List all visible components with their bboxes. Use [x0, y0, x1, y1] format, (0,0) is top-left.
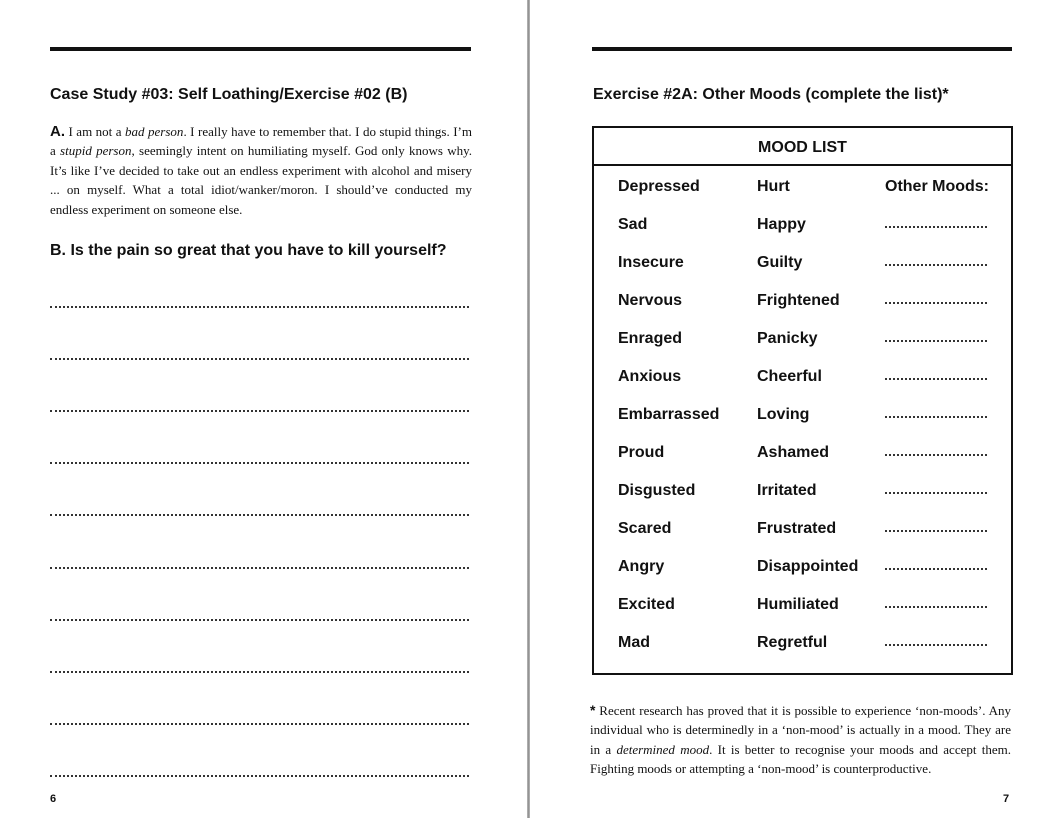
answer-line[interactable]: [50, 462, 469, 464]
mood-row: [594, 482, 1011, 504]
case-text-emphasis: stupid person: [60, 143, 132, 159]
other-mood-blank[interactable]: [885, 644, 987, 646]
footnote-emphasis: determined mood: [616, 741, 710, 757]
mood-item: Regretful: [757, 634, 828, 651]
case-study-text: [50, 122, 472, 219]
mood-item: Embarrassed: [618, 406, 720, 423]
footnote-part: Recent research has proved that it is possible to experience ‘non-moods’. Any individual who is determinedly in a ‘non-mood’ is actually in a mood. They are in a: [590, 703, 1011, 757]
other-mood-blank[interactable]: [885, 378, 987, 380]
mood-list-title: MOOD LIST: [594, 128, 1011, 166]
case-text-part: , seemingly intent on humiliating myself. God only knows why. It’s like I’ve decided to take out an endless experiment with alcohol and misery ... on myself. What a total idiot/wanker/moron. I should’ve conducted my endless experiment on someone else.: [50, 143, 473, 217]
mood-row: [594, 368, 1011, 390]
other-mood-blank[interactable]: [885, 226, 987, 228]
mood-item: Loving: [757, 406, 810, 423]
other-mood-blank[interactable]: [885, 264, 987, 266]
answer-line[interactable]: [50, 619, 469, 621]
right-top-rule: [592, 47, 1012, 51]
mood-item: Excited: [618, 596, 675, 613]
question-b: B. Is the pain so great that you have to kill yourself?: [50, 242, 447, 259]
mood-row: [594, 178, 1011, 200]
mood-item: Frightened: [757, 292, 840, 309]
case-study-heading: Case Study #03: Self Loathing/Exercise #02 (B): [50, 86, 408, 103]
mood-item: Frustrated: [757, 520, 837, 537]
mood-item: Ashamed: [757, 444, 830, 461]
other-mood-blank[interactable]: [885, 454, 987, 456]
mood-item: Depressed: [618, 178, 700, 195]
mood-item: Hurt: [757, 178, 790, 195]
mood-item: Happy: [757, 216, 806, 233]
mood-item: Enraged: [618, 330, 683, 347]
exercise-heading: Exercise #2A: Other Moods (complete the list)*: [593, 86, 949, 103]
mood-item: Guilty: [757, 254, 803, 271]
mood-row: [594, 406, 1011, 428]
mood-row: [594, 444, 1011, 466]
footnote-asterisk: *: [590, 702, 596, 718]
answer-line[interactable]: [50, 723, 469, 725]
mood-item: Irritated: [757, 482, 817, 499]
footnote-part: . It is better to recognise your moods and accept them. Fighting moods or attempting a ‘non-mood’ is counterproductive.: [590, 741, 1011, 777]
mood-item: Anxious: [618, 368, 682, 385]
mood-item: Sad: [618, 216, 648, 233]
case-text-part: . I really have to remember that. I do stupid things. I’m a: [50, 124, 473, 159]
case-text-lead: A.: [50, 123, 65, 140]
mood-list-box: [592, 126, 1013, 675]
mood-item: Panicky: [757, 330, 818, 347]
other-mood-blank[interactable]: [885, 492, 987, 494]
mood-item: Disgusted: [618, 482, 696, 499]
answer-line[interactable]: [50, 306, 469, 308]
mood-row: [594, 254, 1011, 276]
other-moods-header: Other Moods:: [885, 178, 989, 195]
footnote: [590, 701, 1011, 779]
mood-item: Proud: [618, 444, 665, 461]
mood-item: Nervous: [618, 292, 683, 309]
mood-item: Humiliated: [757, 596, 839, 613]
answer-line[interactable]: [50, 514, 469, 516]
mood-row: [594, 520, 1011, 542]
answer-line[interactable]: [50, 775, 469, 777]
case-text-part: I am not a: [65, 124, 126, 139]
other-mood-blank[interactable]: [885, 416, 987, 418]
other-mood-blank[interactable]: [885, 302, 987, 304]
mood-item: Insecure: [618, 254, 684, 271]
other-mood-blank[interactable]: [885, 606, 987, 608]
other-mood-blank[interactable]: [885, 530, 987, 532]
answer-line[interactable]: [50, 358, 469, 360]
mood-item: Disappointed: [757, 558, 859, 575]
case-text-emphasis: bad person: [125, 124, 184, 139]
other-mood-blank[interactable]: [885, 340, 987, 342]
answer-line[interactable]: [50, 410, 469, 412]
mood-row: [594, 558, 1011, 580]
mood-row: [594, 634, 1011, 656]
mood-row: [594, 292, 1011, 314]
other-mood-blank[interactable]: [885, 568, 987, 570]
mood-item: Mad: [618, 634, 650, 651]
mood-item: Cheerful: [757, 368, 822, 385]
answer-line[interactable]: [50, 671, 469, 673]
mood-row: [594, 330, 1011, 352]
mood-row: [594, 216, 1011, 238]
mood-item: Angry: [618, 558, 665, 575]
page-number-left: 6: [50, 793, 57, 805]
answer-line[interactable]: [50, 567, 469, 569]
mood-item: Scared: [618, 520, 672, 537]
mood-row: [594, 596, 1011, 618]
page-number-right: 7: [1003, 793, 1010, 805]
left-top-rule: [50, 47, 471, 51]
